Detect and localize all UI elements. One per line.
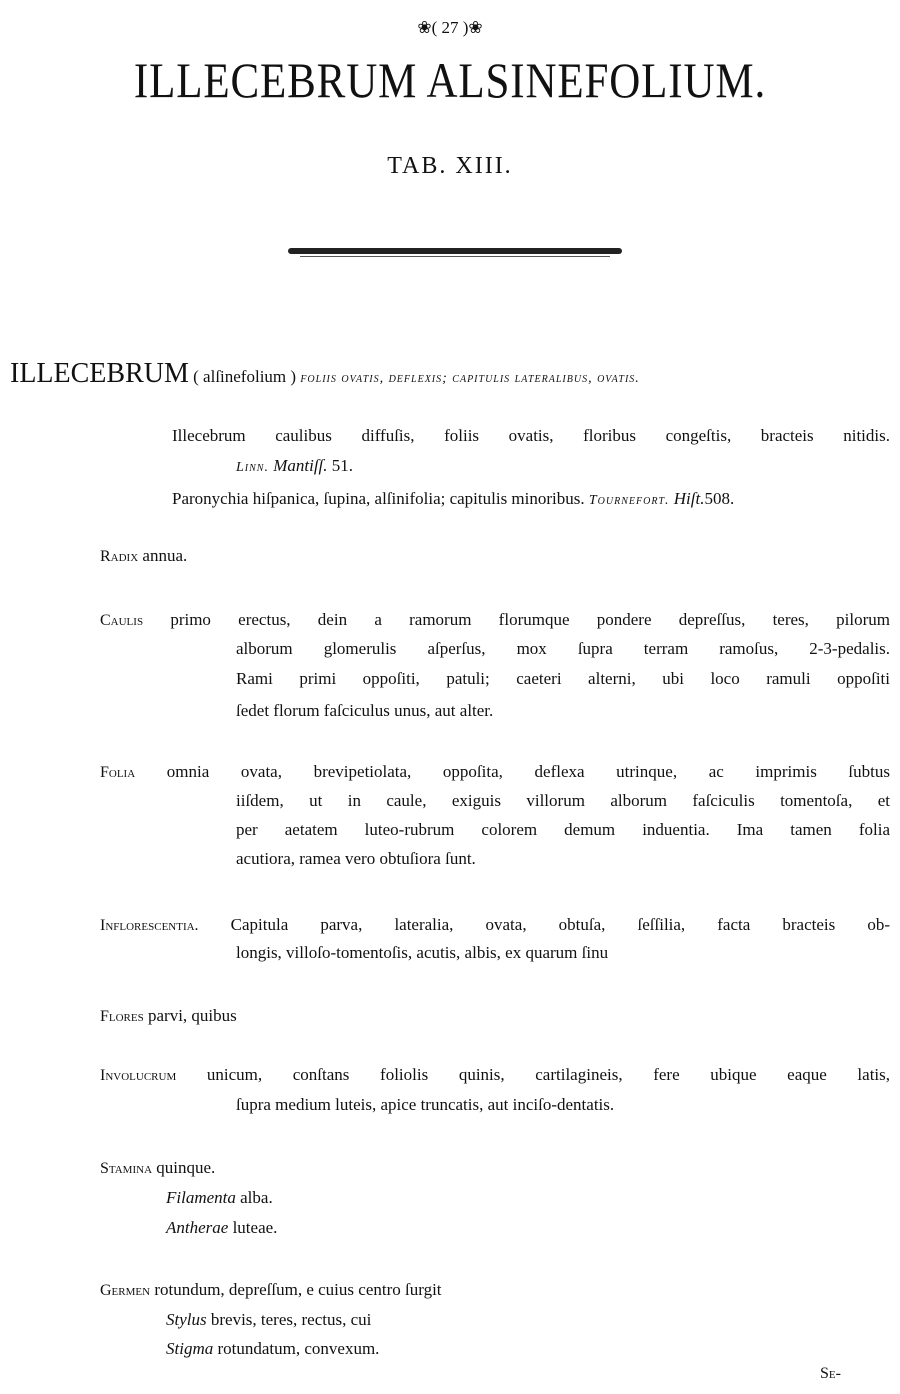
folia-line: iiſdem, ut in caule, exiguis villorum alborum faſciculis tomentoſa, et xyxy=(236,791,890,810)
species-name: ( alſinefolium ) xyxy=(193,367,297,386)
section-label: Caulis xyxy=(100,612,144,629)
section-stamina xyxy=(100,1158,215,1179)
citation-page: 51. xyxy=(331,456,354,475)
sub-text: luteae. xyxy=(232,1218,278,1237)
section-text: omnia ovata, brevipetiolata, oppoſita, deflexa utrinque, ac imprimis ſubtus xyxy=(166,762,890,781)
section-involucrum xyxy=(100,1065,890,1086)
section-flores xyxy=(100,1006,237,1027)
sub-text: rotundatum, convexum. xyxy=(217,1339,380,1358)
section-text: quinque. xyxy=(156,1158,216,1177)
section-caulis xyxy=(100,610,890,631)
decorative-rule xyxy=(288,248,622,254)
page-number: ❀( 27 )❀ xyxy=(417,18,483,37)
sub-label: Filamenta xyxy=(166,1188,236,1207)
synonym-linnaeus: Illecebrum caulibus diffuſis, foliis ovatis, floribus congeſtis, bracteis nitidis. xyxy=(172,426,890,445)
decorative-rule-line xyxy=(300,256,610,257)
involucrum-line: ſupra medium luteis, apice truncatis, aut inciſo-dentatis. xyxy=(236,1095,615,1114)
plate-number: TAB. XIII. xyxy=(387,153,513,179)
synonym-tournefort xyxy=(172,489,734,511)
page-title: ILLECEBRUM ALSINEFOLIUM. xyxy=(133,52,767,108)
caulis-line: ſedet florum faſciculus unus, aut alter. xyxy=(236,701,494,720)
section-text: annua. xyxy=(142,546,188,565)
section-label: Stamina xyxy=(100,1160,153,1177)
section-label: Flores xyxy=(100,1008,144,1025)
citation-author: Linn. xyxy=(236,460,269,475)
section-germen xyxy=(100,1280,442,1301)
section-label: Folia xyxy=(100,764,136,781)
stigma xyxy=(166,1339,379,1359)
sub-label: Stigma xyxy=(166,1339,214,1358)
stylus xyxy=(166,1310,371,1330)
citation-author: Tournefort. xyxy=(588,493,670,508)
folia-line: acutiora, ramea vero obtuſiora ſunt. xyxy=(236,849,476,868)
section-text: unicum, conſtans foliolis quinis, cartilagineis, fere ubique eaque latis, xyxy=(206,1065,891,1084)
section-text: primo erectus, dein a ramorum florumque pondere depreſſus, teres, pilorum xyxy=(170,610,890,629)
genus-name: ILLECEBRUM xyxy=(10,358,189,389)
inflorescentia-line: longis, villoſo-tomentoſis, acutis, albis, ex quarum ſinu xyxy=(236,943,609,962)
citation-work: Hiſt. xyxy=(673,489,705,508)
section-text: rotundum, depreſſum, e cuius centro ſurgit xyxy=(154,1280,442,1299)
diagnosis-characters: foliis ovatis, deflexis; capitulis lateralibus, ovatis. xyxy=(300,371,640,386)
sub-label: Antherae xyxy=(166,1218,229,1237)
filamenta xyxy=(166,1188,273,1208)
caulis-line: alborum glomerulis aſperſus, mox ſupra terram ramoſus, 2-3-pedalis. xyxy=(236,639,890,658)
catchword: Se- xyxy=(820,1365,841,1382)
section-label: Inflorescentia. xyxy=(100,917,199,934)
caulis-line: Rami primi oppoſiti, patuli; caeteri alterni, ubi loco ramuli oppoſiti xyxy=(236,669,890,688)
section-radix xyxy=(100,546,187,567)
section-label: Involucrum xyxy=(100,1067,177,1084)
section-label: Germen xyxy=(100,1282,151,1299)
sub-text: alba. xyxy=(240,1188,273,1207)
diagnosis xyxy=(10,358,640,395)
sub-label: Stylus xyxy=(166,1310,207,1329)
section-text: Capitula parva, lateralia, ovata, obtuſa, ſeſſilia, facta bracteis ob- xyxy=(230,915,890,934)
synonym-linnaeus-citation xyxy=(236,456,353,478)
section-text: parvi, quibus xyxy=(148,1006,237,1025)
section-inflorescentia xyxy=(100,915,890,936)
synonym-text: Paronychia hiſpanica, ſupina, alſinifolia; capitulis minoribus. xyxy=(172,489,585,508)
section-folia xyxy=(100,762,890,783)
citation-page: 508. xyxy=(704,489,735,508)
folia-line: per aetatem luteo-rubrum colorem demum induentia. Ima tamen folia xyxy=(236,820,890,839)
citation-work: Mantiſſ. xyxy=(273,456,328,475)
antherae xyxy=(166,1218,277,1238)
section-label: Radix xyxy=(100,548,139,565)
sub-text: brevis, teres, rectus, cui xyxy=(210,1310,372,1329)
